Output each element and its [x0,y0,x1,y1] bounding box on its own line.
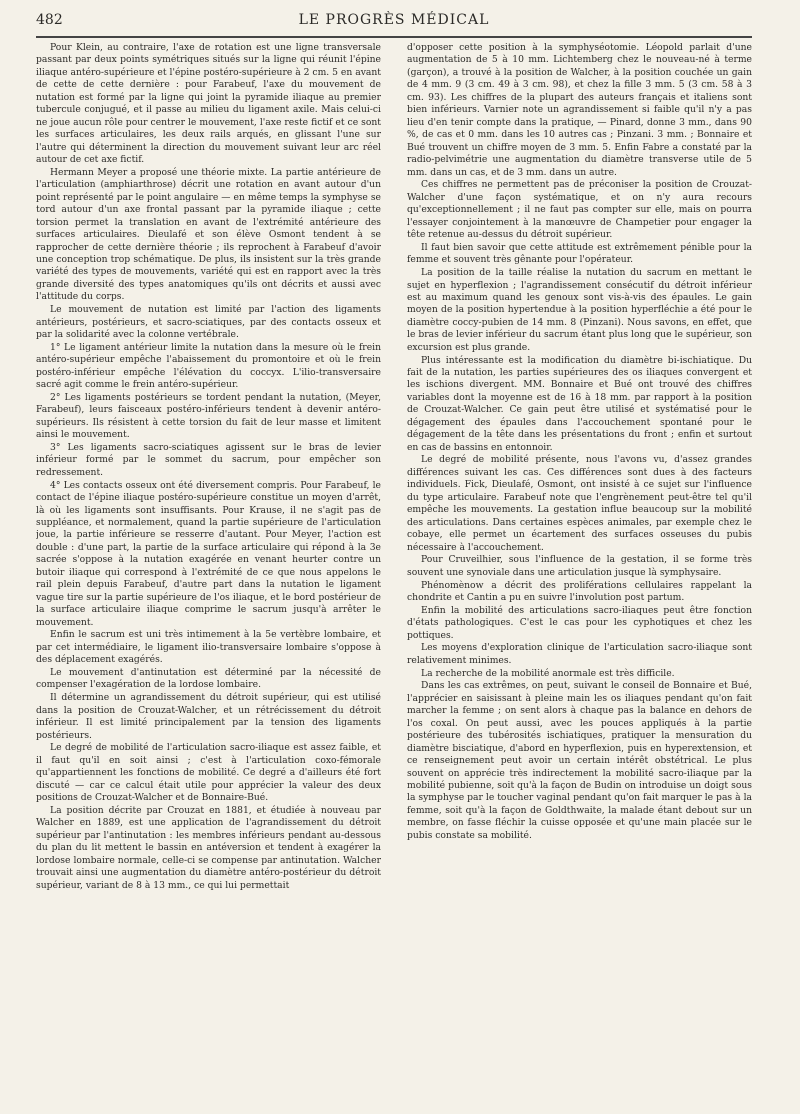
right-column [407,42,752,1102]
paragraph: Plus intéressante est la modification du diamètre bi-ischiatique. Du fait de la nutation, les parties supérieures des os iliaques convergent et les ischions divergent. MM. Bonnaire et Bué ont trouvé des chiffres variables dont la moyenne est de 16 à 18 mm. par rapport à la position de Crouzat-Walcher. Ce gain peut être utilisé et systématisé pour le dégagement des épaules dans l'accouchement spontané pour le dégagement de la tête dans les présentations du front ; enfin et surtout en cas de bassins en entonnoir. [407,354,752,453]
paragraph: d'opposer cette position à la symphyséotomie. Léopold parlait d'une augmentation de 5 à 10 mm. Lichtemberg chez le nouveau-né à terme (garçon), a trouvé à la position de Walcher, à la position couchée un gain de 4 mm. 9 (3 cm. 49 à 3 cm. 98), et chez la fille 3 mm. 5 (3 cm. 58 à 3 cm. 93). Les chiffres de la plupart des auteurs français et italiens sont bien inférieurs. Varnier note un agrandissement si faible qu'il n'y a pas lieu d'en tenir compte dans la pratique, — Pinard, donne 3 mm., dans 90 %, de cas et 0 mm. dans les 10 autres cas ; Pinzani. 3 mm. ; Bonnaire et Bué trouvent un chiffre moyen de 3 mm. 5. Enfin Fabre a constaté par la radio-pelvimétrie une augmentation du diamètre transverse utile de 5 mm. dans un cas, et de 3 mm. dans un autre. [407,42,752,178]
paragraph: La position de la taille réalise la nutation du sacrum en mettant le sujet en hyperflexion ; l'agrandissement consécutif du détroit inférieur est au maximum quand les genoux sont vis-à-vis des épaules. Le gain moyen de la position hypertendue à la position hyperfléchie a été pour le diamètre coccy-pubien de 14 mm. 8 (Pinzani). Nous savons, en effet, que le bras de levier inférieur du sacrum étant plus long que le supérieur, son excursion est plus grande. [407,267,752,353]
paragraph: La position décrite par Crouzat en 1881, et étudiée à nouveau par Walcher en 1889, est une application de l'agrandissement du détroit supérieur par l'antinutation : les membres inférieurs pendant au-dessous du plan du lit mettent le bassin en antéversion et tendent à exagérer la lordose lombaire normale, celle-ci se compense par antinutation. Walcher trouvait ainsi une augmentation du diamètre antéro-postérieur du détroit supérieur, variant de 8 à 13 mm., ce qui lui permettait [36,804,381,891]
paragraph: Il faut bien savoir que cette attitude est extrêmement pénible pour la femme et souvent très gênante pour l'opérateur. [407,241,752,266]
paragraph: Enfin la mobilité des articulations sacro-iliaques peut être fonction d'états pathologiques. C'est le cas pour les cyphotiques et chez les pottiques. [407,604,752,641]
paragraph: Pour Cruveilhier, sous l'influence de la gestation, il se forme très souvent une synoviale dans une articulation jusque là symphysaire. [407,554,752,578]
paragraph: Il détermine un agrandissement du détroit supérieur, qui est utilisé dans la position de Crouzat-Walcher, et un rétrécissement du détroit inférieur. Il est limité principalement par la tension des ligaments postérieurs. [36,692,381,741]
paragraph: 4° Les contacts osseux ont été diversement compris. Pour Farabeuf, le contact de l'épine iliaque postéro-supérieure constitue un moyen d'arrêt, là où les ligaments sont insuffisants. Pour Krause, il ne s'agit pas de suppléance, et normalement, quand la partie supérieure de l'articulation joue, la partie inférieure se resserre d'autant. Pour Meyer, l'action est double : d'une part, la partie de la surface articulaire qui répond à la 3e sacrée s'oppose à la nutation exagérée en venant heurter contre un butoir iliaque qui correspond à l'extrémité de ce que nous appelons le rail plein depuis Farabeuf, d'autre part dans la nutation le ligament vague tire sur la partie supérieure de l'os iliaque, et le bord postérieur de la surface articulaire iliaque comprime le sacrum jusqu'à arrêter le mouvement. [36,479,381,628]
paragraph: Le mouvement de nutation est limité par l'action des ligaments antérieurs, postérieurs, et sacro-sciatiques, par des contacts osseux et par la solidarité avec la colonne vertébrale. [36,304,381,341]
paragraph: Ces chiffres ne permettent pas de préconiser la position de Crouzat-Walcher d'une façon systématique, et on n'y aura recours qu'exceptionnellement ; il ne faut pas compter sur elle, mais on pourra l'essayer conjointement à la manœuvre de Champetier pour engager la tête retenue au-dessus du détroit supérieur. [407,179,752,241]
paragraph: Dans les cas extrêmes, on peut, suivant le conseil de Bonnaire et Bué, l'apprécier en saisissant à pleine main les os iliaques pendant qu'on fait marcher la femme ; on sent alors à chaque pas la balance en dehors de l'os coxal. On peut aussi, avec les pouces appliqués à la partie postérieure des tubérosités ischiatiques, pratiquer la mensuration du diamètre bisciatique, d'abord en hyperflexion, puis en hyperextension, et ce renseignement peut avoir un certain intérêt obstétrical. Le plus souvent on apprécie très indirectement la mobilité sacro-iliaque par la mobilité pubienne, soit qu'à la façon de Budin on introduise un doigt sous la symphyse par le toucher vaginal pendant qu'on fait marquer le pas à la femme, soit qu'à la façon de Goldthwaite, la malade étant debout sur un membre, on fasse fléchir la cuisse opposée et qu'une main placée sur le pubis constate sa mobilité. [407,680,752,841]
page-header [36,12,752,38]
paragraph: Les moyens d'exploration clinique de l'articulation sacro-iliaque sont relativement minimes. [407,642,752,666]
paragraph: Le degré de mobilité de l'articulation sacro-iliaque est assez faible, et il faut qu'il en soit ainsi ; c'est à l'articulation coxo-fémorale qu'appartiennent les fonctions de mobilité. Ce degré a d'ailleurs été fort discuté — car ce calcul était utile pour apprécier la valeur des deux positions de Crouzat-Walcher et de Bonnaire-Bué. [36,742,381,804]
paragraph: Enfin le sacrum est uni très intimement à la 5e vertèbre lombaire, et par cet intermédiaire, le ligament ilio-transversaire lombaire s'oppose à des déplacement exagérés. [36,629,381,666]
paragraph: Le mouvement d'antinutation est déterminé par la nécessité de compenser l'exagération de la lordose lombaire. [36,667,381,691]
paragraph: 2° Les ligaments postérieurs se tordent pendant la nutation, (Meyer, Farabeuf), leurs faisceaux postéro-inférieurs tendent à devenir antéro-supérieurs. Ils résistent à cette torsion du fait de leur masse et limitent ainsi le mouvement. [36,391,381,441]
journal-title: LE PROGRÈS MÉDICAL [298,12,490,28]
paragraph: Phénomènow a décrit des proliférations cellulaires rappelant la chondrite et Cantin a pu en suivre l'involution post partum. [407,579,752,604]
paragraph: 3° Les ligaments sacro-sciatiques agissent sur le bras de levier inférieur formé par le sommet du sacrum, pour empêcher son redressement. [36,441,381,478]
paragraph: Le degré de mobilité présente, nous l'avons vu, d'assez grandes différences suivant les cas. Ces différences sont dues à des facteurs individuels. Fick, Dieulafé, Osmont, ont insisté à ce sujet sur l'influence du type articulaire. Farabeuf note que l'engrènement peut-être tel qu'il empêche les mouvements. La gestation influe beaucoup sur la mobilité des articulations. Dans certaines espèces animales, par exemple chez le cobaye, elle permet un écartement des surfaces osseuses du pubis nécessaire à l'accouchement. [407,454,752,553]
paragraph: La recherche de la mobilité anormale est très difficile. [421,667,675,679]
paragraph: 1° Le ligament antérieur limite la nutation dans la mesure où le frein antéro-supérieur empêche l'abaissement du promontoire et où le frein postéro-inférieur empêche l'élévation du coccyx. L'ilio-transversaire sacré agit comme le frein antéro-supérieur. [36,341,381,391]
paragraph: Hermann Meyer a proposé une théorie mixte. La partie antérieure de l'articulation (amphiarthrose) décrit une rotation en avant autour d'un point représenté par le point angulaire — en même temps la symphyse se tord autour d'un axe frontal passant par la pyramide iliaque ; cette torsion permet la translation en avant de l'extrémité antérieure des surfaces articulaires. Dieulafé et son élève Osmont tendent à se rapprocher de cette dernière théorie ; ils reprochent à Farabeuf d'avoir une conception trop schématique. De plus, ils insistent sur la très grande variété des types de mouvements, variété qui est en rapport avec la très grande diversité des types anatomiques qu'ils ont décrits et aussi avec l'attitude du corps. [36,166,381,303]
paragraph: Pour Klein, au contraire, l'axe de rotation est une ligne transversale passant par deux points symétriques situés sur la ligne qui réunit l'épine iliaque antéro-supérieure et l'épine postéro-supérieure à 2 cm. 5 en avant de cette de cette dernière : pour Farabeuf, l'axe du mouvement de nutation est formé par la ligne qui joint la pyramide iliaque au premier tubercule conjugué, et il passe au milieu du ligament axile. Mais celui-ci ne joue aucun rôle pour centrer le mouvement, l'axe reste fictif et ce sont les surfaces articulaires, les deux rails arqués, en glissant l'une sur l'autre qui déterminent la direction du mouvement suivant leur arc réel autour de cet axe fictif. [36,42,381,166]
text-columns [36,42,752,1102]
left-column [36,42,381,1102]
page-number: 482 [36,12,63,28]
